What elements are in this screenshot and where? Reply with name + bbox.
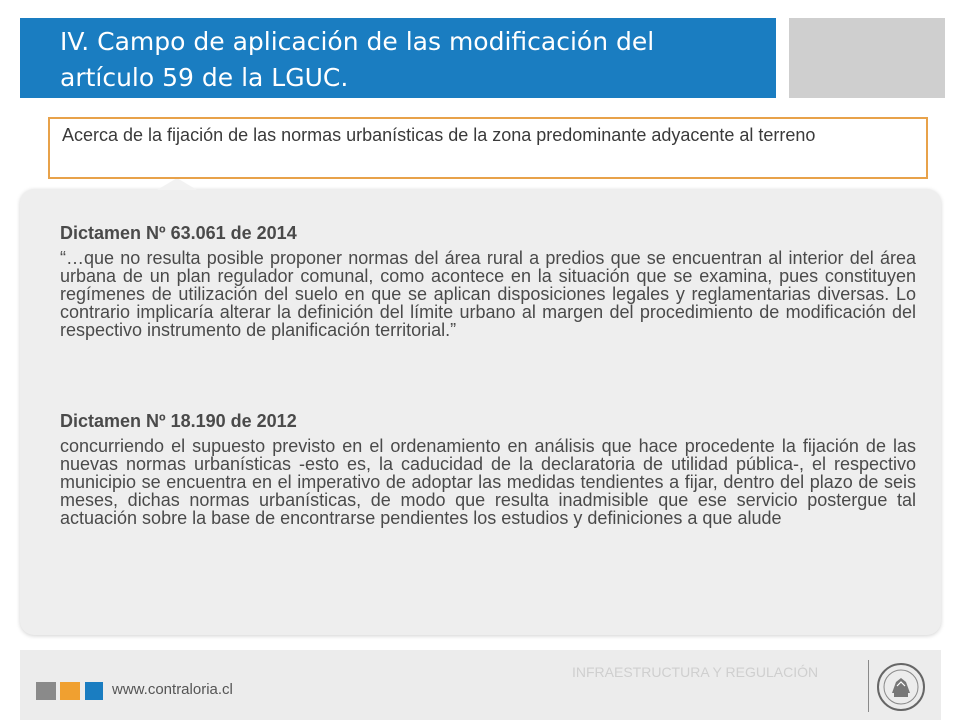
subtitle-text: Acerca de la fijación de las normas urbanísticas de la zona predominante adyacente al terreno: [62, 125, 816, 145]
footer-divider: [868, 660, 869, 712]
footer-gray-square: [36, 682, 56, 700]
contraloria-seal-icon: [876, 662, 926, 712]
area-label: INFRAESTRUCTURA Y REGULACIÓN: [572, 664, 819, 680]
footer-blue-square: [85, 682, 103, 700]
slide-title-line-2: artículo 59 de la LGUC.: [60, 63, 349, 92]
dictamen-heading: Dictamen Nº 18.190 de 2012: [60, 411, 297, 431]
callout-pointer: [157, 178, 197, 190]
dictamen-section: [60, 408, 916, 527]
footer-orange-square: [60, 682, 80, 700]
dictamen-heading: Dictamen Nº 63.061 de 2014: [60, 223, 297, 243]
dictamen-section: [60, 220, 916, 339]
dictamen-quote: “…que no resulta posible proponer normas del área rural a predios que se encuentran al interior del área urbana de un plan regulador comunal, como acontece en la situación que se examina, pues constituyen regímenes de utilización del suelo en que se aplican disposiciones legales y reglamentarias diversas. Lo contrario implicaría alterar la definición del límite urbano al margen del procedimiento de modificación del respectivo instrumento de planificación territorial.”: [60, 248, 916, 340]
subtitle-box: [48, 117, 928, 179]
header-gray-block: [789, 18, 945, 98]
slide-title-line-1: IV. Campo de aplicación de las modificación del: [60, 27, 655, 56]
website-link[interactable]: www.contraloria.cl: [112, 681, 233, 698]
slide-title: [20, 18, 776, 98]
dictamen-text: concurriendo el supuesto previsto en el ordenamiento en análisis que hace procedente la fijación de las nuevas normas urbanísticas -esto es, la caducidad de la declaratoria de utilidad pública-, el respectivo municipio se encuentra en el imperativo de adoptar las medidas tendientes a fijar, dentro del plazo de seis meses, dichas normas urbanísticas, de modo que resulta inadmisible que ese servicio postergue tal actuación sobre la base de encontrarse pendientes los estudios y definiciones a que alude: [60, 436, 916, 528]
